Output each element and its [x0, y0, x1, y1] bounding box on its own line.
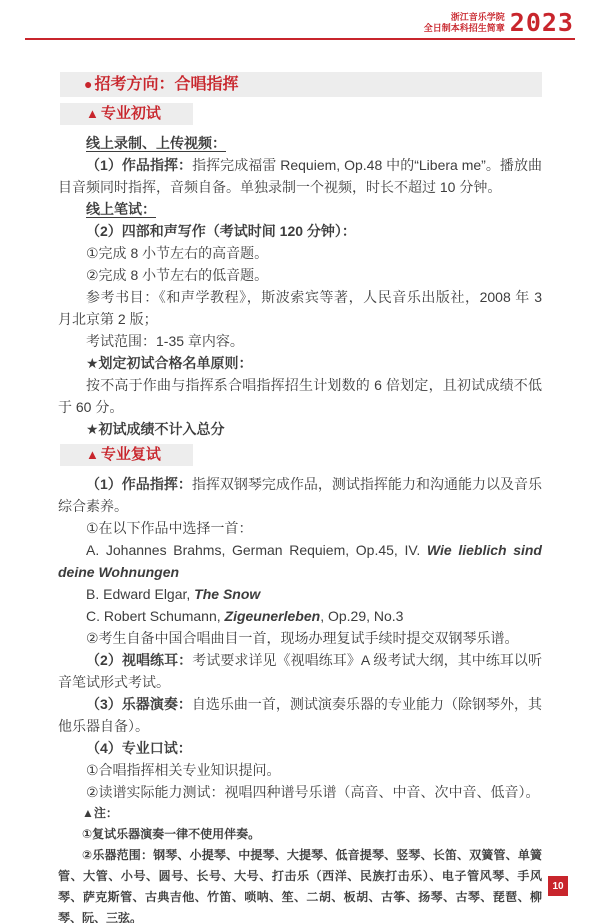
subsection-row — [60, 444, 542, 466]
triangle-icon: ▲ — [86, 106, 99, 121]
text-run: ①合唱指挥相关专业知识提问。 — [86, 762, 281, 778]
section-title: 招考方向：合唱指挥 — [94, 76, 239, 93]
text-run: 线上笔试： — [86, 201, 156, 217]
paragraph — [58, 693, 542, 737]
text-run: 线上录制、上传视频： — [86, 135, 226, 151]
text-run: ②乐器范围：钢琴、小提琴、中提琴、大提琴、低音提琴、竖琴、长笛、双簧管、单簧管、大管、小号、圆号、长号、大号、打击乐（西洋、民族打击乐）、电子管风琴、手风琴、萨克斯管、古典吉他、竹笛、唢呐、笙、二胡、板胡、古筝、扬琴、古琴、琵琶、柳琴、阮、三弦。 — [58, 848, 542, 923]
paragraph — [58, 242, 542, 264]
triangle-icon: ▲ — [86, 447, 99, 462]
paragraph — [58, 264, 542, 286]
paragraph — [58, 583, 542, 605]
text-run: 考试要求详见《视唱练耳》A 级考试大纲，其中练耳以听音笔试形式考试。 — [58, 652, 542, 690]
paragraph — [58, 418, 542, 440]
paragraph — [58, 286, 542, 330]
paragraph — [58, 473, 542, 517]
text-run: ①在以下作品中选择一首： — [86, 520, 253, 536]
page-number-badge: 10 — [548, 876, 568, 896]
text-run: （1）作品指挥： — [86, 157, 193, 173]
text-run: 参考书目：《和声学教程》，斯波索宾等著，人民音乐出版社，2008 年 3 月北京第 2 版； — [58, 289, 542, 327]
text-run: （2）视唱练耳： — [86, 652, 193, 668]
text-run: ★划定初试合格名单原则： — [86, 355, 253, 371]
paragraph — [58, 198, 542, 220]
text-run: （4）专业口试： — [86, 740, 192, 756]
paragraph — [58, 627, 542, 649]
text-run: ▲注： — [82, 806, 118, 820]
paragraph — [58, 605, 542, 627]
page-header — [0, 0, 600, 40]
subsection-row — [60, 103, 542, 125]
subsection-title: 专业复试 — [100, 446, 161, 463]
header-brochure-title: 全日制本科招生简章 — [423, 23, 505, 33]
note-paragraph — [58, 803, 542, 824]
paragraph — [58, 737, 542, 759]
text-run: C. Robert Schumann, — [86, 608, 225, 624]
paragraph — [58, 352, 542, 374]
text-run: A. Johannes Brahms, German Requiem, Op.45, IV. — [86, 542, 427, 558]
text-run: The Snow — [194, 586, 261, 602]
paragraph — [58, 374, 542, 418]
text-run: Zigeunerleben — [224, 608, 321, 624]
text-run: ②完成 8 小节左右的低音题。 — [86, 267, 269, 283]
text-run: , Op.29, No.3 — [320, 608, 404, 624]
bullet-icon: ● — [84, 76, 93, 92]
text-run: B. Edward Elgar, — [86, 586, 195, 602]
text-run: 考试范围：1-35 章内容。 — [86, 333, 244, 349]
text-run: Wie lieblich sind deine Wohnungen — [58, 542, 542, 580]
section-header-bar — [60, 72, 542, 97]
note-paragraph — [58, 824, 542, 845]
subsection-header-bar — [60, 444, 193, 466]
text-run: ①完成 8 小节左右的高音题。 — [86, 245, 269, 261]
paragraph — [58, 781, 542, 803]
subsection-title: 专业初试 — [100, 105, 161, 122]
header-divider — [25, 38, 575, 40]
paragraph — [58, 759, 542, 781]
text-run: ★初试成绩不计入总分 — [86, 421, 225, 437]
text-run: 指挥双钢琴完成作品，测试指挥能力和沟通能力以及音乐综合素养。 — [58, 476, 542, 514]
paragraph — [58, 539, 542, 583]
text-run: （3）乐器演奏： — [86, 696, 192, 712]
text-run: ②考生自备中国合唱曲目一首，现场办理复试手续时提交双钢琴乐谱。 — [86, 630, 519, 646]
paragraph — [58, 132, 542, 154]
header-org-lines — [424, 12, 505, 34]
paragraph — [58, 649, 542, 693]
paragraph — [58, 330, 542, 352]
subsection-header-bar — [60, 103, 193, 125]
document-body — [58, 72, 542, 923]
text-run: 指挥完成福雷 Requiem, Op.48 中的“Libera me”。播放曲目音频同时指挥，音频自备。单独录制一个视频，时长不超过 10 分钟。 — [58, 157, 542, 195]
paragraph — [58, 517, 542, 539]
text-run: （1）作品指挥： — [86, 476, 192, 492]
header-year: 2023 — [509, 8, 574, 37]
text-run: （2）四部和声写作（考试时间 120 分钟）： — [86, 223, 356, 239]
paragraph — [58, 220, 542, 242]
note-paragraph — [58, 845, 542, 923]
text-run: 按不高于作曲与指挥系合唱指挥招生计划数的 6 倍划定，且初试成绩不低于 60 分。 — [58, 377, 542, 415]
paragraph — [58, 154, 542, 198]
text-run: ②读谱实际能力测试：视唱四种谱号乐谱（高音、中音、次中音、低音）。 — [86, 784, 540, 800]
text-run: 自选乐曲一首，测试演奏乐器的专业能力（除钢琴外，其他乐器自备）。 — [58, 696, 542, 734]
text-run: ①复试乐器演奏一律不使用伴奏。 — [82, 827, 261, 841]
header-org-name: 浙江音乐学院 — [450, 12, 505, 22]
